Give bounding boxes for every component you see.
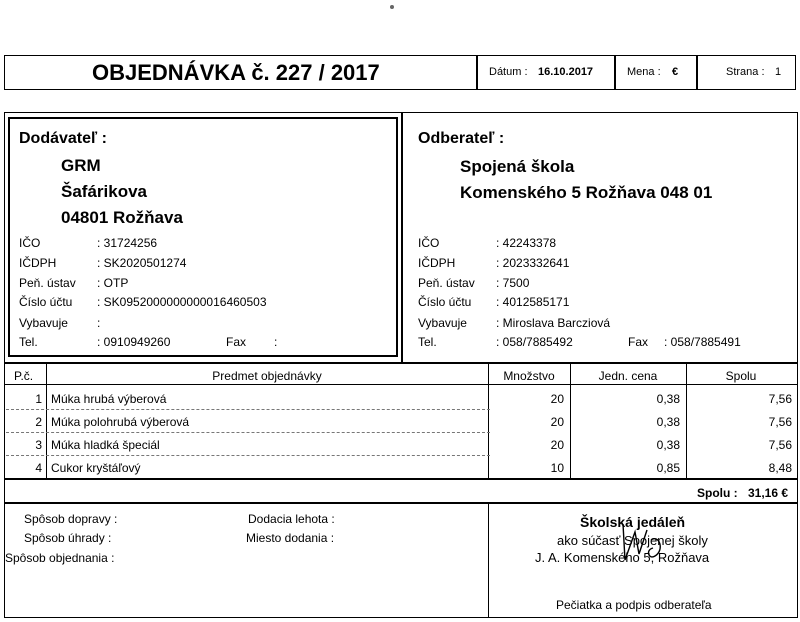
- supplier-heading: Dodávateľ :: [19, 130, 107, 147]
- col-header-no: P.č.: [14, 369, 34, 383]
- supplier-icdph-label: IČDPH: [19, 256, 57, 270]
- page-number-value: 1: [775, 66, 782, 78]
- row-item: Múka hladká špeciál: [51, 438, 160, 452]
- customer-bank-label: Peň. ústav: [418, 276, 475, 290]
- col-header-item: Predmet objednávky: [212, 369, 322, 383]
- col-header-total: Spolu: [725, 369, 757, 383]
- customer-tel: : 058/7885492: [496, 335, 573, 349]
- supplier-ico: : 31724256: [97, 236, 158, 250]
- row-item: Múka polohrubá výberová: [51, 415, 190, 429]
- row-total: 8,48: [768, 461, 792, 475]
- delivery-term-label: Dodacia lehota :: [248, 512, 335, 526]
- row-price: 0,38: [656, 392, 680, 406]
- row-no: 2: [35, 415, 42, 429]
- date-label: Dátum :: [489, 66, 528, 78]
- page-title: OBJEDNÁVKA č. 227 / 2017: [92, 60, 380, 85]
- supplier-tel-label: Tel.: [19, 335, 38, 349]
- supplier-account: : SK0952000000000016460503: [97, 295, 267, 309]
- supplier-fax-label: Fax: [226, 335, 247, 349]
- customer-icdph-label: IČDPH: [418, 256, 456, 270]
- payment-label: Spôsob úhrady :: [24, 531, 112, 545]
- customer-name: Spojená škola: [460, 157, 575, 176]
- row-no: 1: [35, 392, 42, 406]
- page-number-label: Strana :: [726, 66, 765, 78]
- row-item: Cukor kryštáľový: [51, 461, 141, 475]
- row-total: 7,56: [768, 415, 792, 429]
- supplier-handler: :: [97, 316, 101, 330]
- row-no: 4: [35, 461, 42, 475]
- customer-icdph: : 2023332641: [496, 256, 570, 270]
- customer-ico: : 42243378: [496, 236, 557, 250]
- col-header-qty: Množstvo: [503, 369, 555, 383]
- stamp-caption: Pečiatka a podpis odberateľa: [556, 598, 712, 612]
- row-price: 0,85: [656, 461, 680, 475]
- sum-value: 31,16 €: [748, 486, 789, 500]
- customer-ico-label: IČO: [418, 236, 440, 250]
- row-qty: 10: [550, 461, 564, 475]
- row-price: 0,38: [656, 415, 680, 429]
- supplier-bank: : OTP: [97, 276, 129, 290]
- customer-heading: Odberateľ :: [418, 130, 505, 147]
- customer-handler-label: Vybavuje: [418, 316, 467, 330]
- transport-label: Spôsob dopravy :: [24, 512, 118, 526]
- customer-bank: : 7500: [496, 276, 530, 290]
- row-total: 7,56: [768, 392, 792, 406]
- supplier-bank-label: Peň. ústav: [19, 276, 76, 290]
- supplier-street: Šafárikova: [61, 182, 147, 201]
- customer-handler: : Miroslava Barcziová: [496, 316, 611, 330]
- supplier-name: GRM: [61, 156, 101, 175]
- supplier-account-label: Číslo účtu: [19, 295, 73, 309]
- customer-account: : 4012585171: [496, 295, 570, 309]
- row-qty: 20: [550, 438, 564, 452]
- scan-mark: [390, 5, 394, 9]
- stamp-line-2: ako súčasť Spojenej školy: [557, 533, 708, 548]
- order-method-label: Spôsob objednania :: [5, 551, 115, 565]
- currency-value: €: [672, 66, 679, 78]
- row-item: Múka hrubá výberová: [51, 392, 167, 406]
- customer-account-label: Číslo účtu: [418, 295, 472, 309]
- delivery-place-label: Miesto dodania :: [246, 531, 335, 545]
- sum-label: Spolu :: [697, 486, 738, 500]
- row-no: 3: [35, 438, 42, 452]
- stamp-line-3: J. A. Komenského 5, Rožňava: [535, 550, 710, 565]
- customer-address: Komenského 5 Rožňava 048 01: [460, 183, 713, 202]
- supplier-handler-label: Vybavuje: [19, 316, 68, 330]
- row-total: 7,56: [768, 438, 792, 452]
- date-value: 16.10.2017: [538, 66, 594, 78]
- row-qty: 20: [550, 415, 564, 429]
- supplier-ico-label: IČO: [19, 236, 41, 250]
- signature-icon: [615, 520, 685, 570]
- supplier-city: 04801 Rožňava: [61, 208, 183, 227]
- items-table: [4, 362, 798, 364]
- currency-label: Mena :: [627, 66, 661, 78]
- row-price: 0,38: [656, 438, 680, 452]
- row-qty: 20: [550, 392, 564, 406]
- supplier-tel: : 0910949260: [97, 335, 171, 349]
- customer-fax: : 058/7885491: [664, 335, 741, 349]
- stamp-line-1: Školská jedáleň: [580, 514, 686, 530]
- col-header-price: Jedn. cena: [598, 369, 658, 383]
- customer-fax-label: Fax: [628, 335, 649, 349]
- customer-tel-label: Tel.: [418, 335, 437, 349]
- supplier-fax: :: [274, 335, 278, 349]
- supplier-icdph: : SK2020501274: [97, 256, 187, 270]
